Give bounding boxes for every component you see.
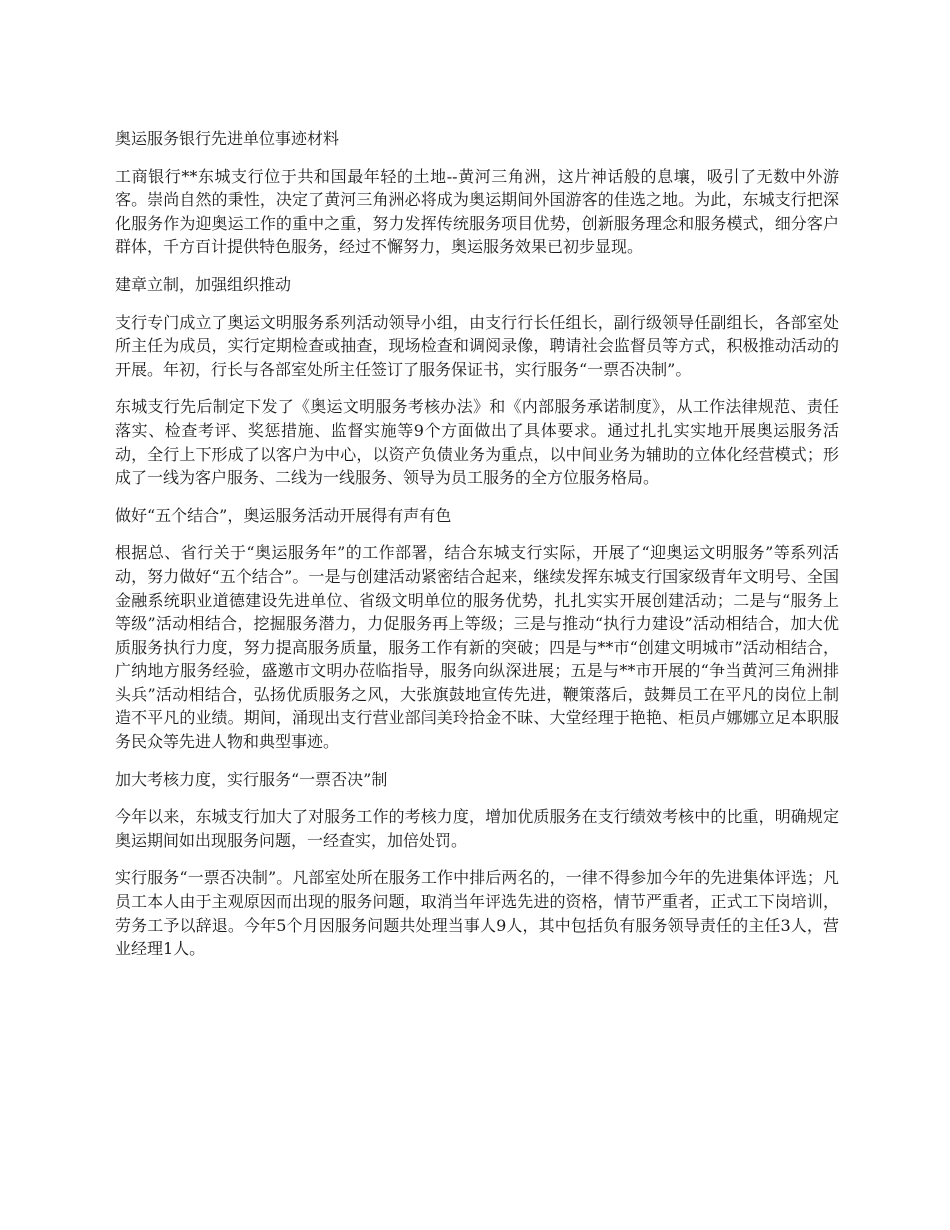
paragraph-veto-system: 实行服务“一票否决制”。凡部室处所在服务工作中排后两名的，一律不得参加今年的先进集体评选；凡员工本人由于主观原因而出现的服务问题，取消当年评选先进的资格，情节严重者，正式工下岗培训，劳务工予以辞退。今年5个月因服务问题共处理当事人9人，其中包括负有服务领导责任的主任3人，营业经理1人。 bbox=[115, 868, 839, 959]
document-page bbox=[115, 127, 839, 975]
section-heading-assessment: 加大考核力度，实行服务“一票否决”制 bbox=[115, 769, 388, 789]
paragraph-intro: 工商银行**东城支行位于共和国最年轻的土地--黄河三角洲，这片神话般的息壤，吸引了无数中外游客。崇尚自然的秉性，决定了黄河三角洲必将成为奥运期间外国游客的佳选之地。为此，东城支行把深化服务作为迎奥运工作的重中之重，努力发挥传统服务项目优势，创新服务理念和服务模式，细分客户群体，千方百计提供特色服务，经过不懈努力，奥运服务效果已初步显现。 bbox=[115, 166, 839, 257]
paragraph-assessment: 今年以来，东城支行加大了对服务工作的考核力度，增加优质服务在支行绩效考核中的比重，明确规定奥运期间如出现服务问题，一经查实，加倍处罚。 bbox=[115, 807, 839, 850]
paragraph-regulations: 东城支行先后制定下发了《奥运文明服务考核办法》和《内部服务承诺制度》，从工作法律规范、责任落实、检查考评、奖惩措施、监督实施等9个方面做出了具体要求。通过扎扎实实地开展奥运服务活动，全行上下形成了以客户为中心，以资产负债业务为重点，以中间业务为辅助的立体化经营模式；形成了一线为客户服务、二线为一线服务、领导为员工服务的全方位服务格局。 bbox=[115, 397, 839, 488]
document-title: 奥运服务银行先进单位事迹材料 bbox=[115, 129, 340, 148]
paragraph-five-combinations: 根据总、省行关于“奥运服务年”的工作部署，结合东城支行实际，开展了“迎奥运文明服务”等系列活动，努力做好“五个结合”。一是与创建活动紧密结合起来，继续发挥东城支行国家级青年文明号、全国金融系统职业道德建设先进单位、省级文明单位的服务优势，扎扎实实开展创建活动；二是与“服务上等级”活动相结合，挖掘服务潜力，力促服务再上等级；三是与推动“执行力建设”活动相结合，加大优质服务执行力度，努力提高服务质量，服务工作有新的突破；四是与**市“创建文明城市”活动相结合，广纳地方服务经验，盛邀市文明办莅临指导，服务向纵深进展；五是与**市开展的“争当黄河三角洲排头兵”活动相结合，弘扬优质服务之风，大张旗鼓地宣传先进，鞭策落后，鼓舞员工在平凡的岗位上制造不平凡的业绩。期间，涌现出支行营业部闫美玲拾金不昧、大堂经理于艳艳、柜员卢娜娜立足本职服务民众等先进人物和典型事迹。 bbox=[115, 543, 839, 752]
section-heading-five-combinations: 做好“五个结合”，奥运服务活动开展得有声有色 bbox=[115, 505, 452, 525]
paragraph-leadership-group: 支行专门成立了奥运文明服务系列活动领导小组，由支行行长任组长，副行级领导任副组长，各部室处所主任为成员，实行定期检查或抽查，现场检查和调阅录像，聘请社会监督员等方式，积极推动活动的开展。年初，行长与各部室处所主任签订了服务保证书，实行服务“一票否决制”。 bbox=[115, 312, 839, 379]
section-heading-organization: 建章立制，加强组织推动 bbox=[115, 274, 292, 294]
